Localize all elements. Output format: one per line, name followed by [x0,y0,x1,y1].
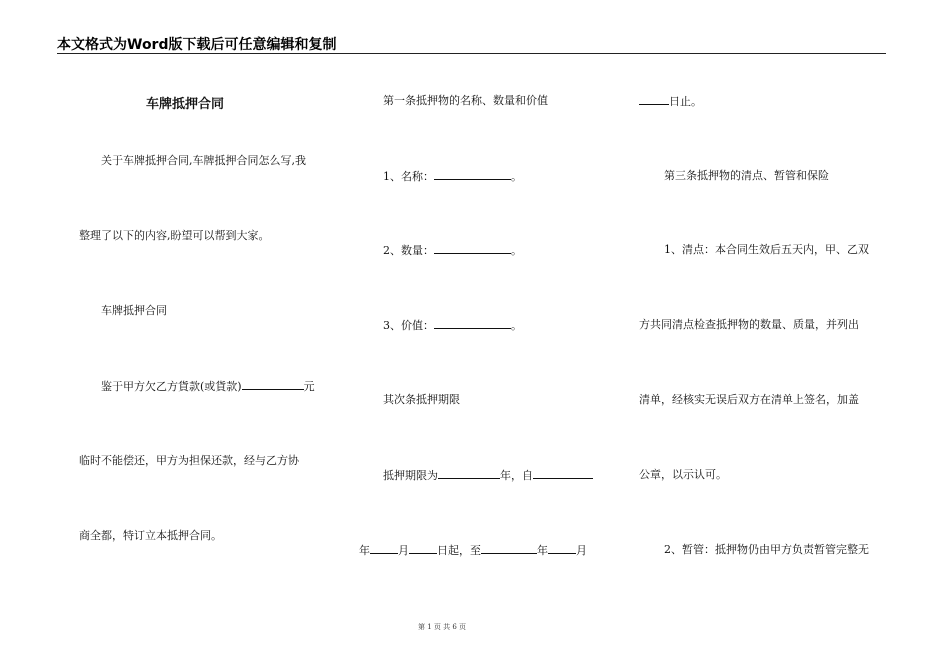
date-year-1: 年 [359,544,370,557]
item-value-label: 3、价值： [383,319,434,332]
paragraph-whereas-2: 临时不能偿还，甲方为担保还款，经与乙方协 [79,454,299,467]
inventory-line-2: 方共同清点检查抵押物的数量、质量，并列出 [639,318,859,331]
paragraph-whereas-1 [101,379,315,394]
period-label: 抵押期限为 [383,469,438,482]
item-value-blank [434,318,511,329]
whereas-text: 鉴于甲方欠乙方貨款(或貨款) [101,380,242,393]
whereas-unit: 元 [303,380,315,393]
period-start-year-blank [533,468,593,479]
article-1-heading: 第一条抵押物的名称、数量和价值 [383,94,548,107]
date-year-2: 年 [537,544,548,557]
period-dates-line [359,543,587,558]
paragraph-whereas-3: 商全都，特订立本抵押合同。 [79,529,222,542]
page-header-title: 本文格式为Word版下载后可任意编辑和复制 [57,37,337,53]
end-year-blank [481,543,537,554]
custody-line-1: 2、暂管：抵押物仍由甲方负责暂管完整无 [664,543,869,556]
inventory-line-4: 公章，以示认可。 [639,468,727,481]
item-value-end: 。 [511,319,522,332]
date-month-2: 月 [576,544,587,557]
period-years-blank [438,468,500,479]
end-date-text: 日止。 [669,95,702,108]
item-quantity-blank [434,243,511,254]
item-name-line [383,169,522,184]
end-month-blank [548,543,576,554]
inventory-line-3: 清单，经核实无误后双方在清单上签名，加盖 [639,393,859,406]
item-name-blank [434,169,511,180]
paragraph-intro-2: 整理了以下的内容,盼望可以帮到大家。 [79,229,270,242]
end-day-blank [639,94,669,105]
start-month-blank [370,543,398,554]
item-name-label: 1、名称： [383,170,434,183]
item-name-end: 。 [511,170,522,183]
paragraph-intro-1: 关于车牌抵押合同,车牌抵押合同怎么写,我 [101,154,306,167]
article-3-heading: 第三条抵押物的清点、暂管和保险 [664,169,829,182]
page-footer: 第 1 页 共 6 页 [417,623,467,631]
item-quantity-label: 2、数量： [383,244,434,257]
item-quantity-end: 。 [511,244,522,257]
inventory-line-1: 1、清点：本合同生效后五天内，甲、乙双 [664,243,869,256]
end-date-line [639,94,702,109]
date-month-1: 月 [398,544,409,557]
amount-blank [242,379,304,390]
article-2-heading: 其次条抵押期限 [383,393,460,406]
header-divider [57,53,886,54]
period-from: 年，自 [500,469,533,482]
period-line [383,468,593,483]
contract-subtitle: 车牌抵押合同 [101,304,167,317]
item-value-line [383,318,522,333]
start-day-blank [409,543,437,554]
date-start-to: 日起，至 [437,544,481,557]
item-quantity-line [383,243,522,258]
document-title: 车牌抵押合同 [146,97,225,112]
